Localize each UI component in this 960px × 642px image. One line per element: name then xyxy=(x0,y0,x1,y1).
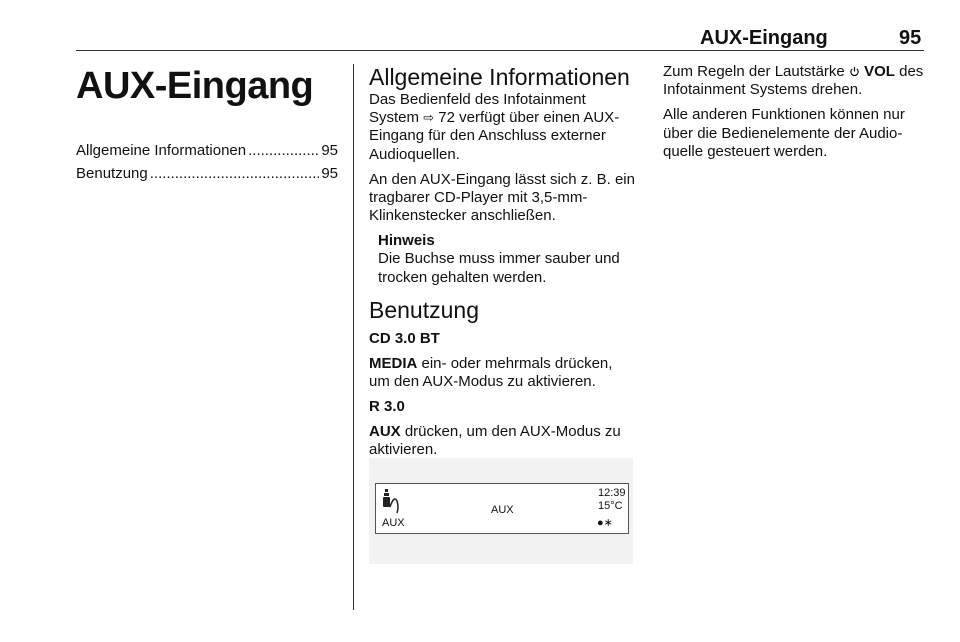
bluetooth-status-icon: ●∗ xyxy=(597,517,613,529)
paragraph: Alle anderen Funktionen können nur über die Bedienelemente der Audio-quelle gesteuert werden. xyxy=(663,106,905,160)
note-title: Hinweis xyxy=(378,232,435,250)
note-text: Die Buchse muss immer sauber und trocken gehalten werden. xyxy=(378,250,620,286)
display-temperature: 15°C xyxy=(598,500,623,512)
page-number: 95 xyxy=(899,27,922,49)
display-time: 12:39 xyxy=(598,487,626,499)
text-run: 72 verfügt über einen AUX-Eingang für den Anschluss externer Audioquellen. xyxy=(369,109,620,163)
note-box xyxy=(369,232,635,286)
paragraph xyxy=(369,423,635,459)
aux-plug-icon xyxy=(382,489,404,517)
display-screen xyxy=(375,483,629,534)
page-reference-icon[interactable]: ⇨ xyxy=(423,110,435,126)
column-3 xyxy=(663,63,925,168)
toc-entry-page: 95 xyxy=(321,165,338,182)
display-figure xyxy=(369,458,633,564)
column-divider xyxy=(353,64,354,610)
text-run: ein- oder mehrmals drücken, um den AUX-Modus zu aktivieren. xyxy=(369,354,613,391)
section-title-general: Allgemeine Informationen xyxy=(369,64,630,90)
button-name-aux: AUX xyxy=(369,423,401,441)
button-name-vol: VOL xyxy=(864,63,895,80)
header-rule xyxy=(76,50,924,51)
text-run: Das Bedienfeld des Infotainment System xyxy=(369,91,586,127)
button-name-media: MEDIA xyxy=(369,354,418,372)
display-clock xyxy=(598,487,626,513)
text-run: Zum Regeln der Lautstärke xyxy=(663,63,849,80)
toc-entry-label: Allgemeine Informationen xyxy=(76,142,247,159)
toc-leader xyxy=(150,162,320,185)
toc-entry[interactable] xyxy=(76,162,338,185)
column-2 xyxy=(369,63,635,467)
power-icon xyxy=(849,66,860,77)
text-run: des Infotainment Systems drehen. xyxy=(663,63,924,99)
display-source-label: AUX xyxy=(382,517,405,529)
paragraph xyxy=(369,355,635,391)
text-run: drücken, um den AUX-Modus zu aktivieren. xyxy=(369,423,621,459)
subheading-r30: R 3.0 xyxy=(369,398,405,416)
paragraph xyxy=(369,91,635,164)
toc-entry[interactable] xyxy=(76,139,338,162)
toc-entry-page: 95 xyxy=(321,142,338,159)
display-mode-label: AUX xyxy=(491,504,514,516)
subheading-cd30bt: CD 3.0 BT xyxy=(369,329,440,347)
paragraph xyxy=(663,63,925,99)
column-1 xyxy=(76,63,338,185)
table-of-contents xyxy=(76,139,338,185)
toc-entry-label: Benutzung xyxy=(76,165,148,182)
chapter-title: AUX-Eingang xyxy=(76,65,314,107)
running-header-title: AUX-Eingang xyxy=(700,27,828,49)
paragraph: An den AUX-Eingang lässt sich z. B. ein tragbarer CD-Player mit 3,5-mm-Klinkenstecker anschließen. xyxy=(369,170,635,225)
section-title-usage: Benutzung xyxy=(369,296,479,323)
toc-leader xyxy=(248,139,319,162)
